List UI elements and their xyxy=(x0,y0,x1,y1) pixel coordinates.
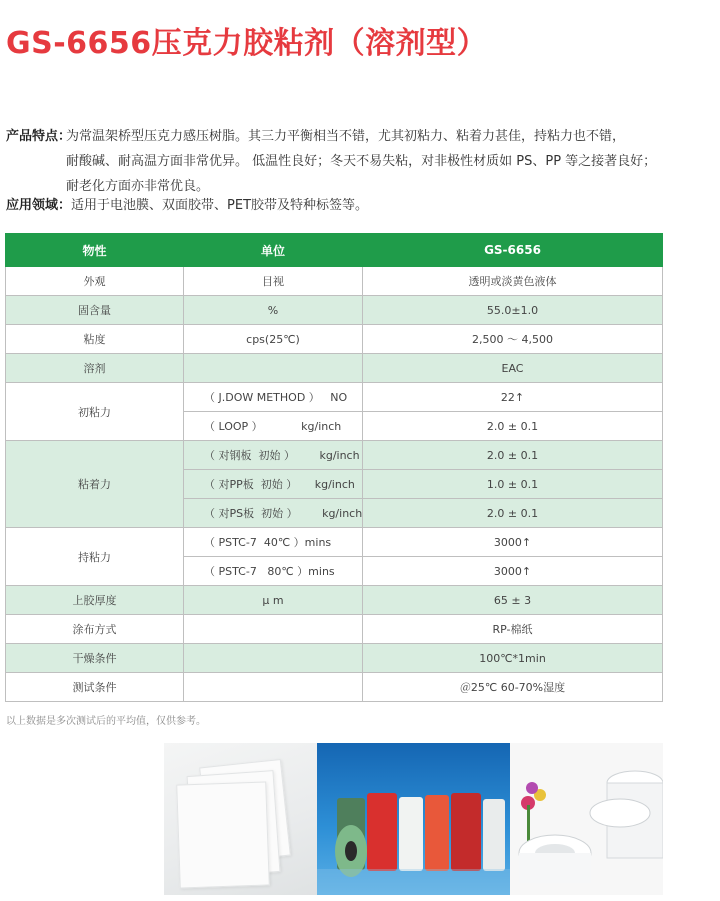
cell-value: RP-棉纸 xyxy=(363,615,663,644)
cell-unit: （ J.DOW METHOD ） NO xyxy=(184,383,363,412)
cell-unit: （ LOOP ） kg/inch xyxy=(184,412,363,441)
cell-value: ＠25℃ 60-70%湿度 xyxy=(363,673,663,702)
table-header-row xyxy=(6,234,663,267)
cell-value: 100℃*1min xyxy=(363,644,663,673)
cell-unit: 目视 xyxy=(184,267,363,296)
page-title: GS-6656压克力胶粘剂（溶剂型） xyxy=(6,26,488,61)
cell-property: 溶剂 xyxy=(6,354,184,383)
table-row xyxy=(6,615,663,644)
cell-unit: % xyxy=(184,296,363,325)
cell-property: 固含量 xyxy=(6,296,184,325)
cell-property: 测试条件 xyxy=(6,673,184,702)
header-value: GS-6656 xyxy=(363,234,663,267)
header-unit: 单位 xyxy=(184,234,363,267)
header-property: 物性 xyxy=(6,234,184,267)
table-row xyxy=(6,383,663,412)
table-row xyxy=(6,586,663,615)
cell-value: 65 ± 3 xyxy=(363,586,663,615)
product-features xyxy=(6,124,706,199)
photo-label-sheets xyxy=(164,743,317,895)
cell-value: 1.0 ± 0.1 xyxy=(363,470,663,499)
cell-property: 干燥条件 xyxy=(6,644,184,673)
product-photos xyxy=(164,743,663,895)
table-row xyxy=(6,296,663,325)
features-line-3: 耐老化方面亦非常优良。 xyxy=(66,179,210,194)
features-line-1: 为常温架桥型压克力感压树脂。其三力平衡相当不错，尤其初粘力、粘着力甚佳，持粘力也不错， xyxy=(66,129,626,144)
cell-value: 2.0 ± 0.1 xyxy=(363,499,663,528)
cell-unit xyxy=(184,673,363,702)
table-row xyxy=(6,354,663,383)
application-text: 适用于电池膜、双面胶带、PET胶带及特种标签等。 xyxy=(71,198,369,213)
application-label: 应用领域： xyxy=(6,198,72,213)
cell-unit xyxy=(184,644,363,673)
table-row xyxy=(6,644,663,673)
cell-unit xyxy=(184,354,363,383)
cell-property: 涂布方式 xyxy=(6,615,184,644)
cell-property: 初粘力 xyxy=(6,383,184,441)
features-line-2: 耐酸碱、耐高温方面非常优异。 低温性良好；冬天不易失粘，对非极性材质如 PS、PP 等之接著良好； xyxy=(66,154,657,169)
cell-property: 粘度 xyxy=(6,325,184,354)
cell-value: 2.0 ± 0.1 xyxy=(363,441,663,470)
cell-property: 外观 xyxy=(6,267,184,296)
features-label: 产品特点： xyxy=(6,129,72,144)
cell-value: 3000↑ xyxy=(363,528,663,557)
cell-unit: （ 对PP板 初始 ） kg/inch xyxy=(184,470,363,499)
application-fields xyxy=(6,196,368,216)
table-row xyxy=(6,441,663,470)
tape-illustration xyxy=(510,743,663,895)
cell-unit: （ 对钢板 初始 ） kg/inch xyxy=(184,441,363,470)
cell-value: 2,500 ～ 4,500 xyxy=(363,325,663,354)
cell-value: 55.0±1.0 xyxy=(363,296,663,325)
cell-value: 3000↑ xyxy=(363,557,663,586)
cell-value: 透明或淡黄色液体 xyxy=(363,267,663,296)
photo-double-sided-tape xyxy=(510,743,663,895)
cell-unit: （ PSTC-7 40℃ ）mins xyxy=(184,528,363,557)
cell-unit: （ PSTC-7 80℃ ）mins xyxy=(184,557,363,586)
tape-rolls-illustration xyxy=(317,743,510,895)
cell-unit xyxy=(184,615,363,644)
cell-property: 上胶厚度 xyxy=(6,586,184,615)
spec-table xyxy=(5,233,663,702)
cell-value: EAC xyxy=(363,354,663,383)
cell-unit: μ m xyxy=(184,586,363,615)
cell-value: 22↑ xyxy=(363,383,663,412)
cell-unit: （ 对PS板 初始 ） kg/inch xyxy=(184,499,363,528)
table-row xyxy=(6,673,663,702)
cell-property: 持粘力 xyxy=(6,528,184,586)
table-row xyxy=(6,325,663,354)
cell-unit: cps(25℃) xyxy=(184,325,363,354)
photo-color-tape-rolls xyxy=(317,743,510,895)
cell-value: 2.0 ± 0.1 xyxy=(363,412,663,441)
data-note: 以上数据是多次测试后的平均值，仅供参考。 xyxy=(6,716,206,727)
table-row xyxy=(6,267,663,296)
table-row xyxy=(6,528,663,557)
cell-property: 粘着力 xyxy=(6,441,184,528)
